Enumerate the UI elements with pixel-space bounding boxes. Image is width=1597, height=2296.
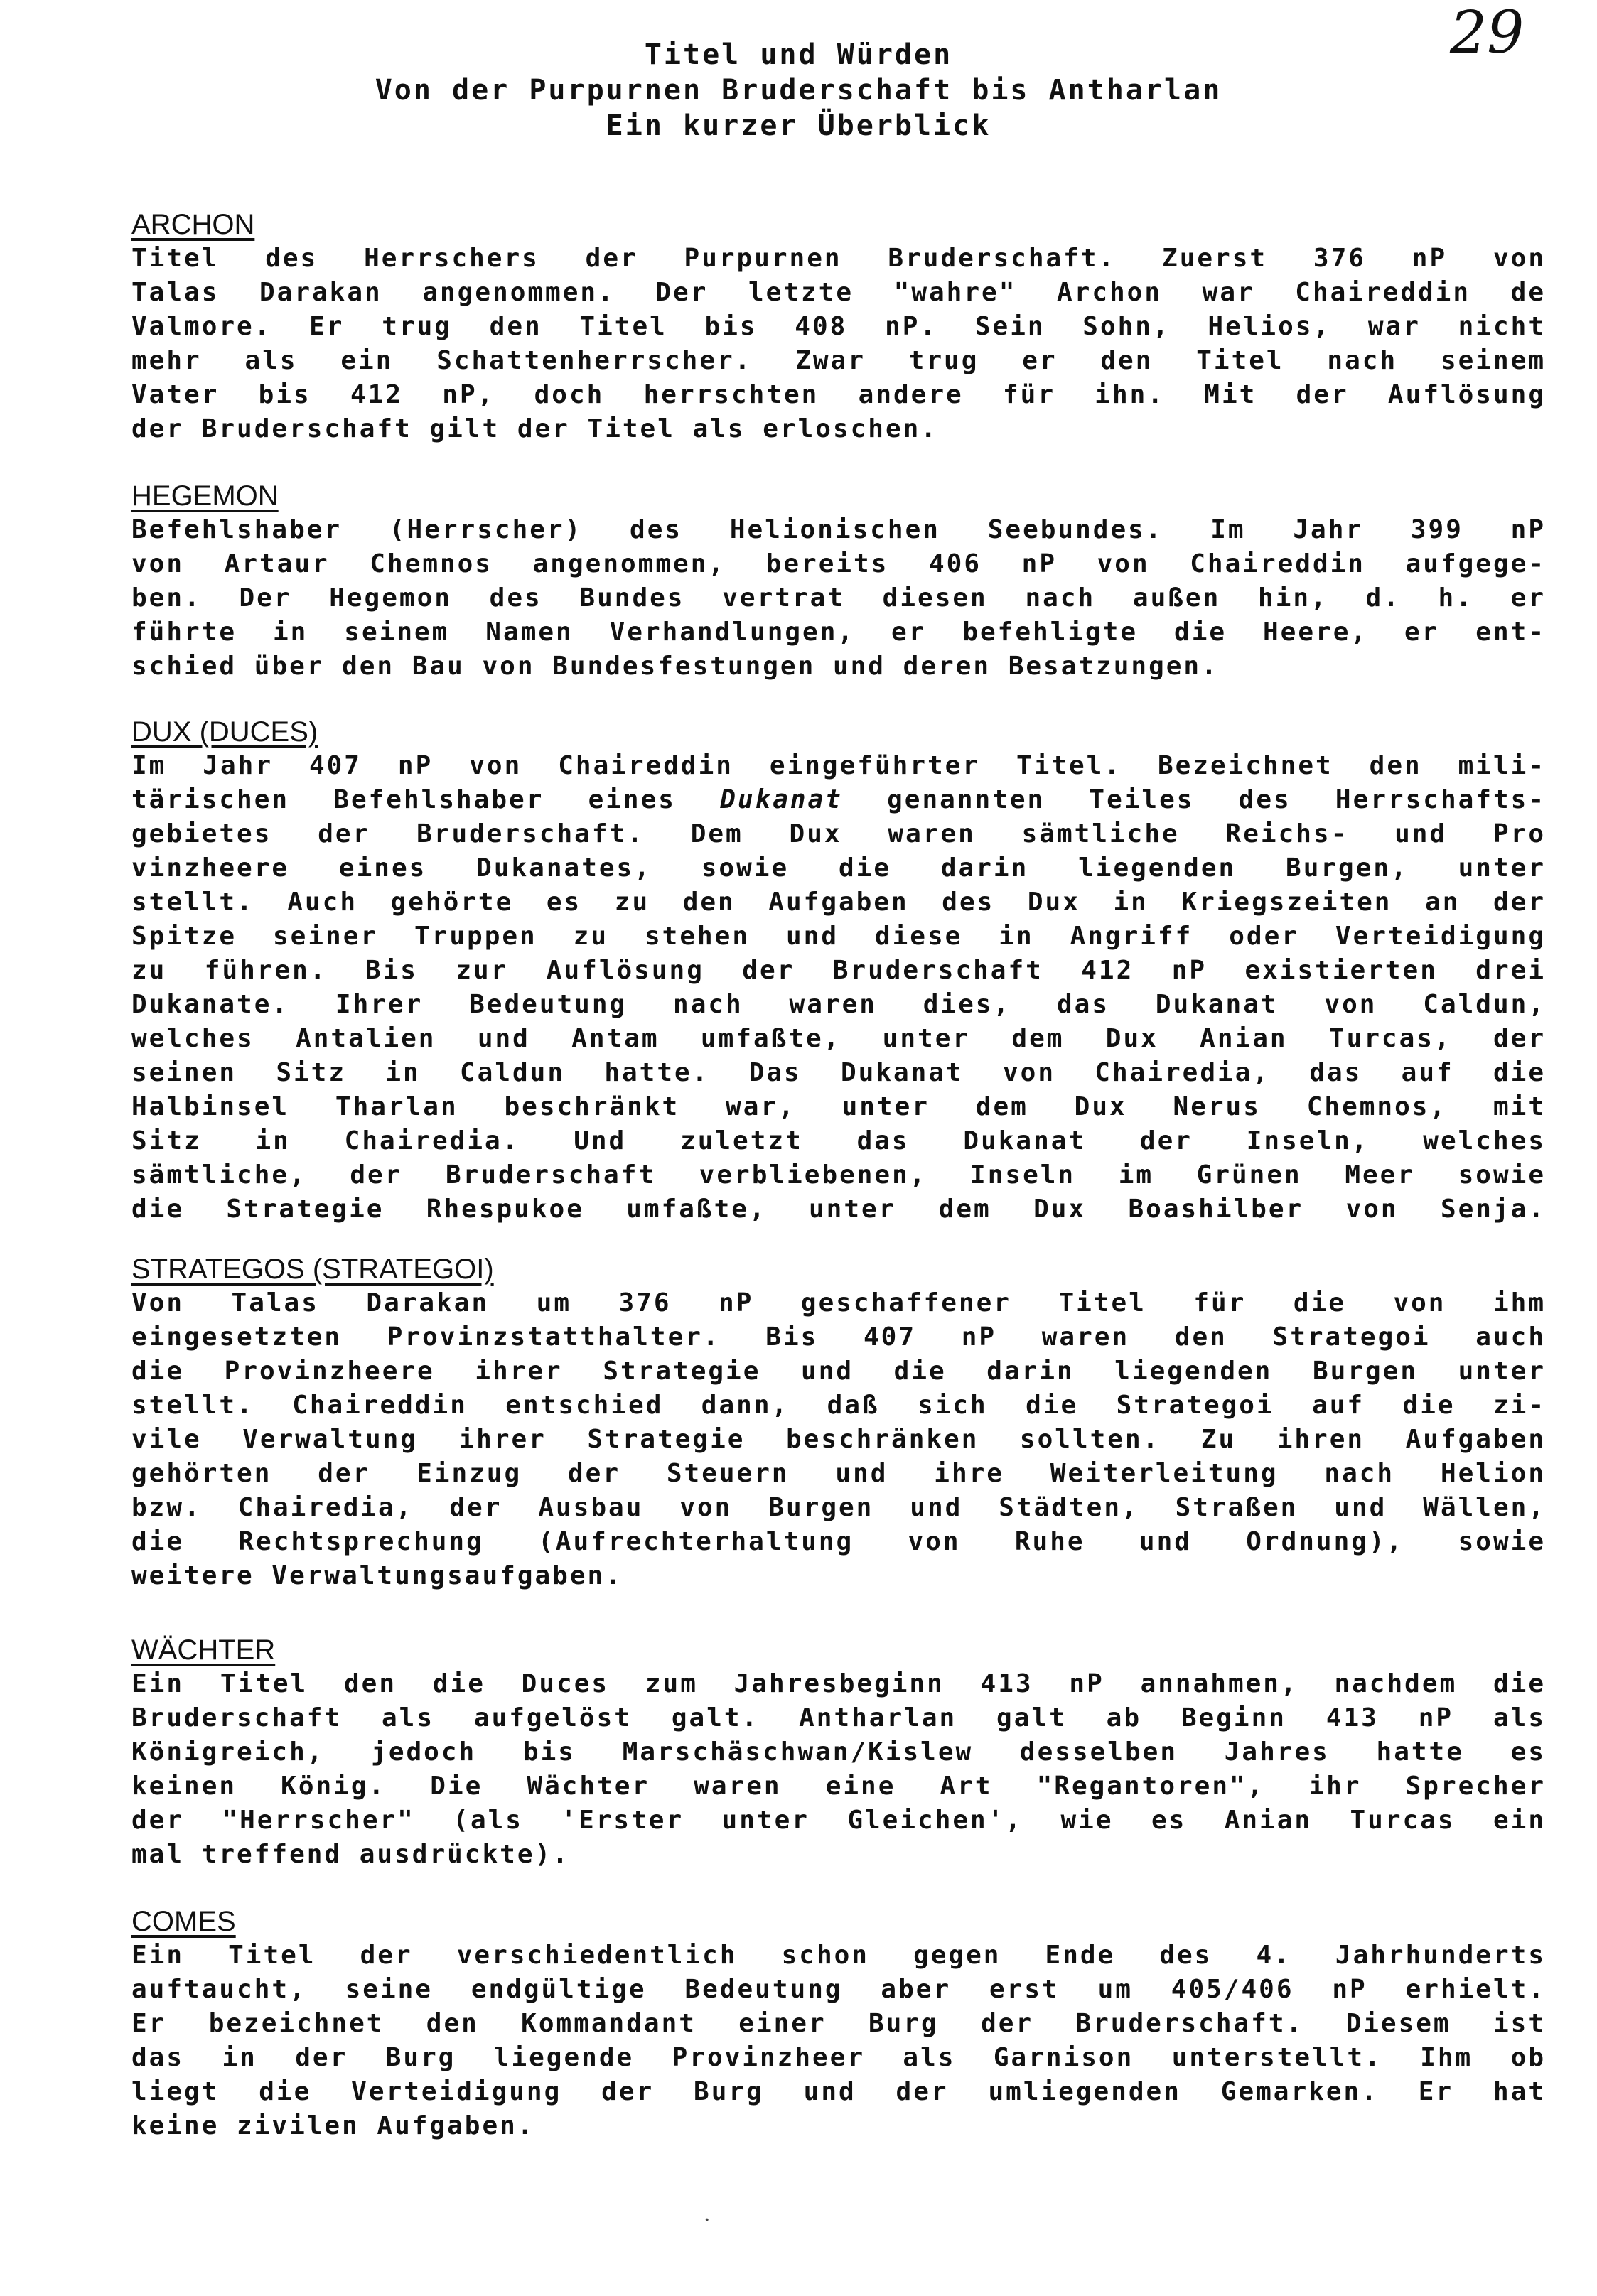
text-line: der "Herrscher" (als 'Erster unter Gleichen', wie es Anian Turcas ein — [131, 1806, 1546, 1835]
text-line: ben. Der Hegemon des Bundes vertrat diesen nach außen hin, d. h. er — [131, 583, 1546, 613]
section-strategos — [131, 1252, 1546, 1593]
header-tagline: Ein kurzer Überblick — [606, 109, 991, 142]
text-line: Valmore. Er trug den Titel bis 408 nP. Sein Sohn, Helios, war nicht — [131, 312, 1546, 341]
text-line: die Provinzheere ihrer Strategie und die darin liegenden Burgen unter — [131, 1357, 1546, 1386]
text-line: Ein Titel der verschiedentlich schon gegen Ende des 4. Jahrhunderts — [131, 1941, 1546, 1970]
text-line: vile Verwaltung ihrer Strategie beschränken sollten. Zu ihren Aufgaben — [131, 1425, 1546, 1454]
section-title: WÄCHTER — [131, 1634, 276, 1666]
text-line: Von Talas Darakan um 376 nP geschaffener Titel für die von ihm — [131, 1288, 1546, 1317]
handwritten-page-number: 29 — [1450, 0, 1525, 67]
text-line: seinen Sitz in Caldun hatte. Das Dukanat von Chairedia, das auf die — [131, 1058, 1546, 1087]
section-title: COMES — [131, 1906, 236, 1937]
text-line: Vater bis 412 nP, doch herrschten andere für ihn. Mit der Auflösung — [131, 380, 1546, 409]
header-subtitle: Von der Purpurnen Bruderschaft bis Antharlan — [375, 74, 1222, 107]
text-line: stellt. Auch gehörte es zu den Aufgaben des Dux in Kriegszeiten an der — [131, 888, 1546, 917]
text-line: weitere Verwaltungsaufgaben. — [131, 1561, 623, 1590]
text-line: der Bruderschaft gilt der Titel als erloschen. — [131, 414, 938, 443]
text-line: das in der Burg liegende Provinzheer als Garnison unterstellt. Ihm ob — [131, 2043, 1546, 2072]
text-line: die Rechtsprechung (Aufrechterhaltung von Ruhe und Ordnung), sowie — [131, 1527, 1546, 1556]
text-line: Halbinsel Tharlan beschränkt war, unter dem Dux Nerus Chemnos, mit — [131, 1092, 1546, 1121]
section-archon — [131, 207, 1546, 446]
text-line: Sitz in Chairedia. Und zuletzt das Dukanat der Inseln, welches — [131, 1126, 1546, 1155]
text-line: gehörten der Einzug der Steuern und ihre Weiterleitung nach Helion — [131, 1459, 1546, 1488]
text-line: Befehlshaber (Herrscher) des Helionischen Seebundes. Im Jahr 399 nP — [131, 515, 1546, 544]
section-title: STRATEGOS (STRATEGOI) — [131, 1254, 494, 1285]
text-line: bzw. Chairedia, der Ausbau von Burgen und Städten, Straßen und Wällen, — [131, 1493, 1546, 1522]
text-line: keinen König. Die Wächter waren eine Art "Regantoren", ihr Sprecher — [131, 1772, 1546, 1801]
text-line: mehr als ein Schattenherrscher. Zwar trug er den Titel nach seinem — [131, 346, 1546, 375]
text-line: von Artaur Chemnos angenommen, bereits 406 nP von Chaireddin aufgege- — [131, 549, 1546, 578]
text-line: keine zivilen Aufgaben. — [131, 2111, 535, 2140]
text-line: zu führen. Bis zur Auflösung der Bruderschaft 412 nP existierten drei — [131, 956, 1546, 985]
text-line: auftaucht, seine endgültige Bedeutung aber erst um 405/406 nP erhielt. — [131, 1975, 1546, 2004]
section-dux — [131, 715, 1546, 1227]
section-title: DUX (DUCES) — [131, 716, 318, 748]
text-line: Spitze seiner Truppen zu stehen und diese in Angriff oder Verteidigung — [131, 922, 1546, 951]
emphasized-term: Dukanat — [720, 785, 843, 814]
section-title: HEGEMON — [131, 480, 279, 512]
text-line: tärischen Befehlshaber eines Dukanat genannten Teiles des Herrschafts- — [131, 785, 1546, 814]
text-line: vinzheere eines Dukanates, sowie die darin liegenden Burgen, unter — [131, 853, 1546, 883]
text-line: welches Antalien und Antam umfaßte, unter dem Dux Anian Turcas, der — [131, 1024, 1546, 1053]
text-line: Dukanate. Ihrer Bedeutung nach waren dies, das Dukanat von Caldun, — [131, 990, 1546, 1019]
section-comes — [131, 1904, 1546, 2143]
text-line: Königreich, jedoch bis Marschäschwan/Kislew desselben Jahres hatte es — [131, 1737, 1546, 1767]
text-line: schied über den Bau von Bundesfestungen und deren Besatzungen. — [131, 652, 1219, 681]
section-title: ARCHON — [131, 209, 255, 240]
document-header — [0, 37, 1597, 144]
text-line: Talas Darakan angenommen. Der letzte "wahre" Archon war Chaireddin de — [131, 278, 1546, 307]
text-line: Im Jahr 407 nP von Chaireddin eingeführter Titel. Bezeichnet den mili- — [131, 751, 1546, 780]
header-title: Titel und Würden — [644, 38, 953, 71]
text-line: liegt die Verteidigung der Burg und der umliegenden Gemarken. Er hat — [131, 2077, 1546, 2106]
text-line: die Strategie Rhespukoe umfaßte, unter dem Dux Boashilber von Senja. — [131, 1195, 1546, 1224]
text-line: Ein Titel den die Duces zum Jahresbeginn 413 nP annahmen, nachdem die — [131, 1669, 1546, 1698]
text-line: stellt. Chaireddin entschied dann, daß sich die Strategoi auf die zi- — [131, 1391, 1546, 1420]
scan-speck: · — [704, 2208, 711, 2233]
section-waechter — [131, 1633, 1546, 1872]
text-line: Titel des Herrschers der Purpurnen Bruderschaft. Zuerst 376 nP von — [131, 244, 1546, 273]
text-line: Bruderschaft als aufgelöst galt. Antharlan galt ab Beginn 413 nP als — [131, 1703, 1546, 1732]
text-line: führte in seinem Namen Verhandlungen, er befehligte die Heere, er ent- — [131, 618, 1546, 647]
text-line: mal treffend ausdrückte). — [131, 1840, 570, 1869]
section-hegemon — [131, 479, 1546, 684]
text-line: sämtliche, der Bruderschaft verbliebenen, Inseln im Grünen Meer sowie — [131, 1160, 1546, 1190]
text-line: eingesetzten Provinzstatthalter. Bis 407 nP waren den Strategoi auch — [131, 1322, 1546, 1352]
text-line: gebietes der Bruderschaft. Dem Dux waren sämtliche Reichs- und Pro — [131, 819, 1546, 848]
text-line: Er bezeichnet den Kommandant einer Burg der Bruderschaft. Diesem ist — [131, 2009, 1546, 2038]
